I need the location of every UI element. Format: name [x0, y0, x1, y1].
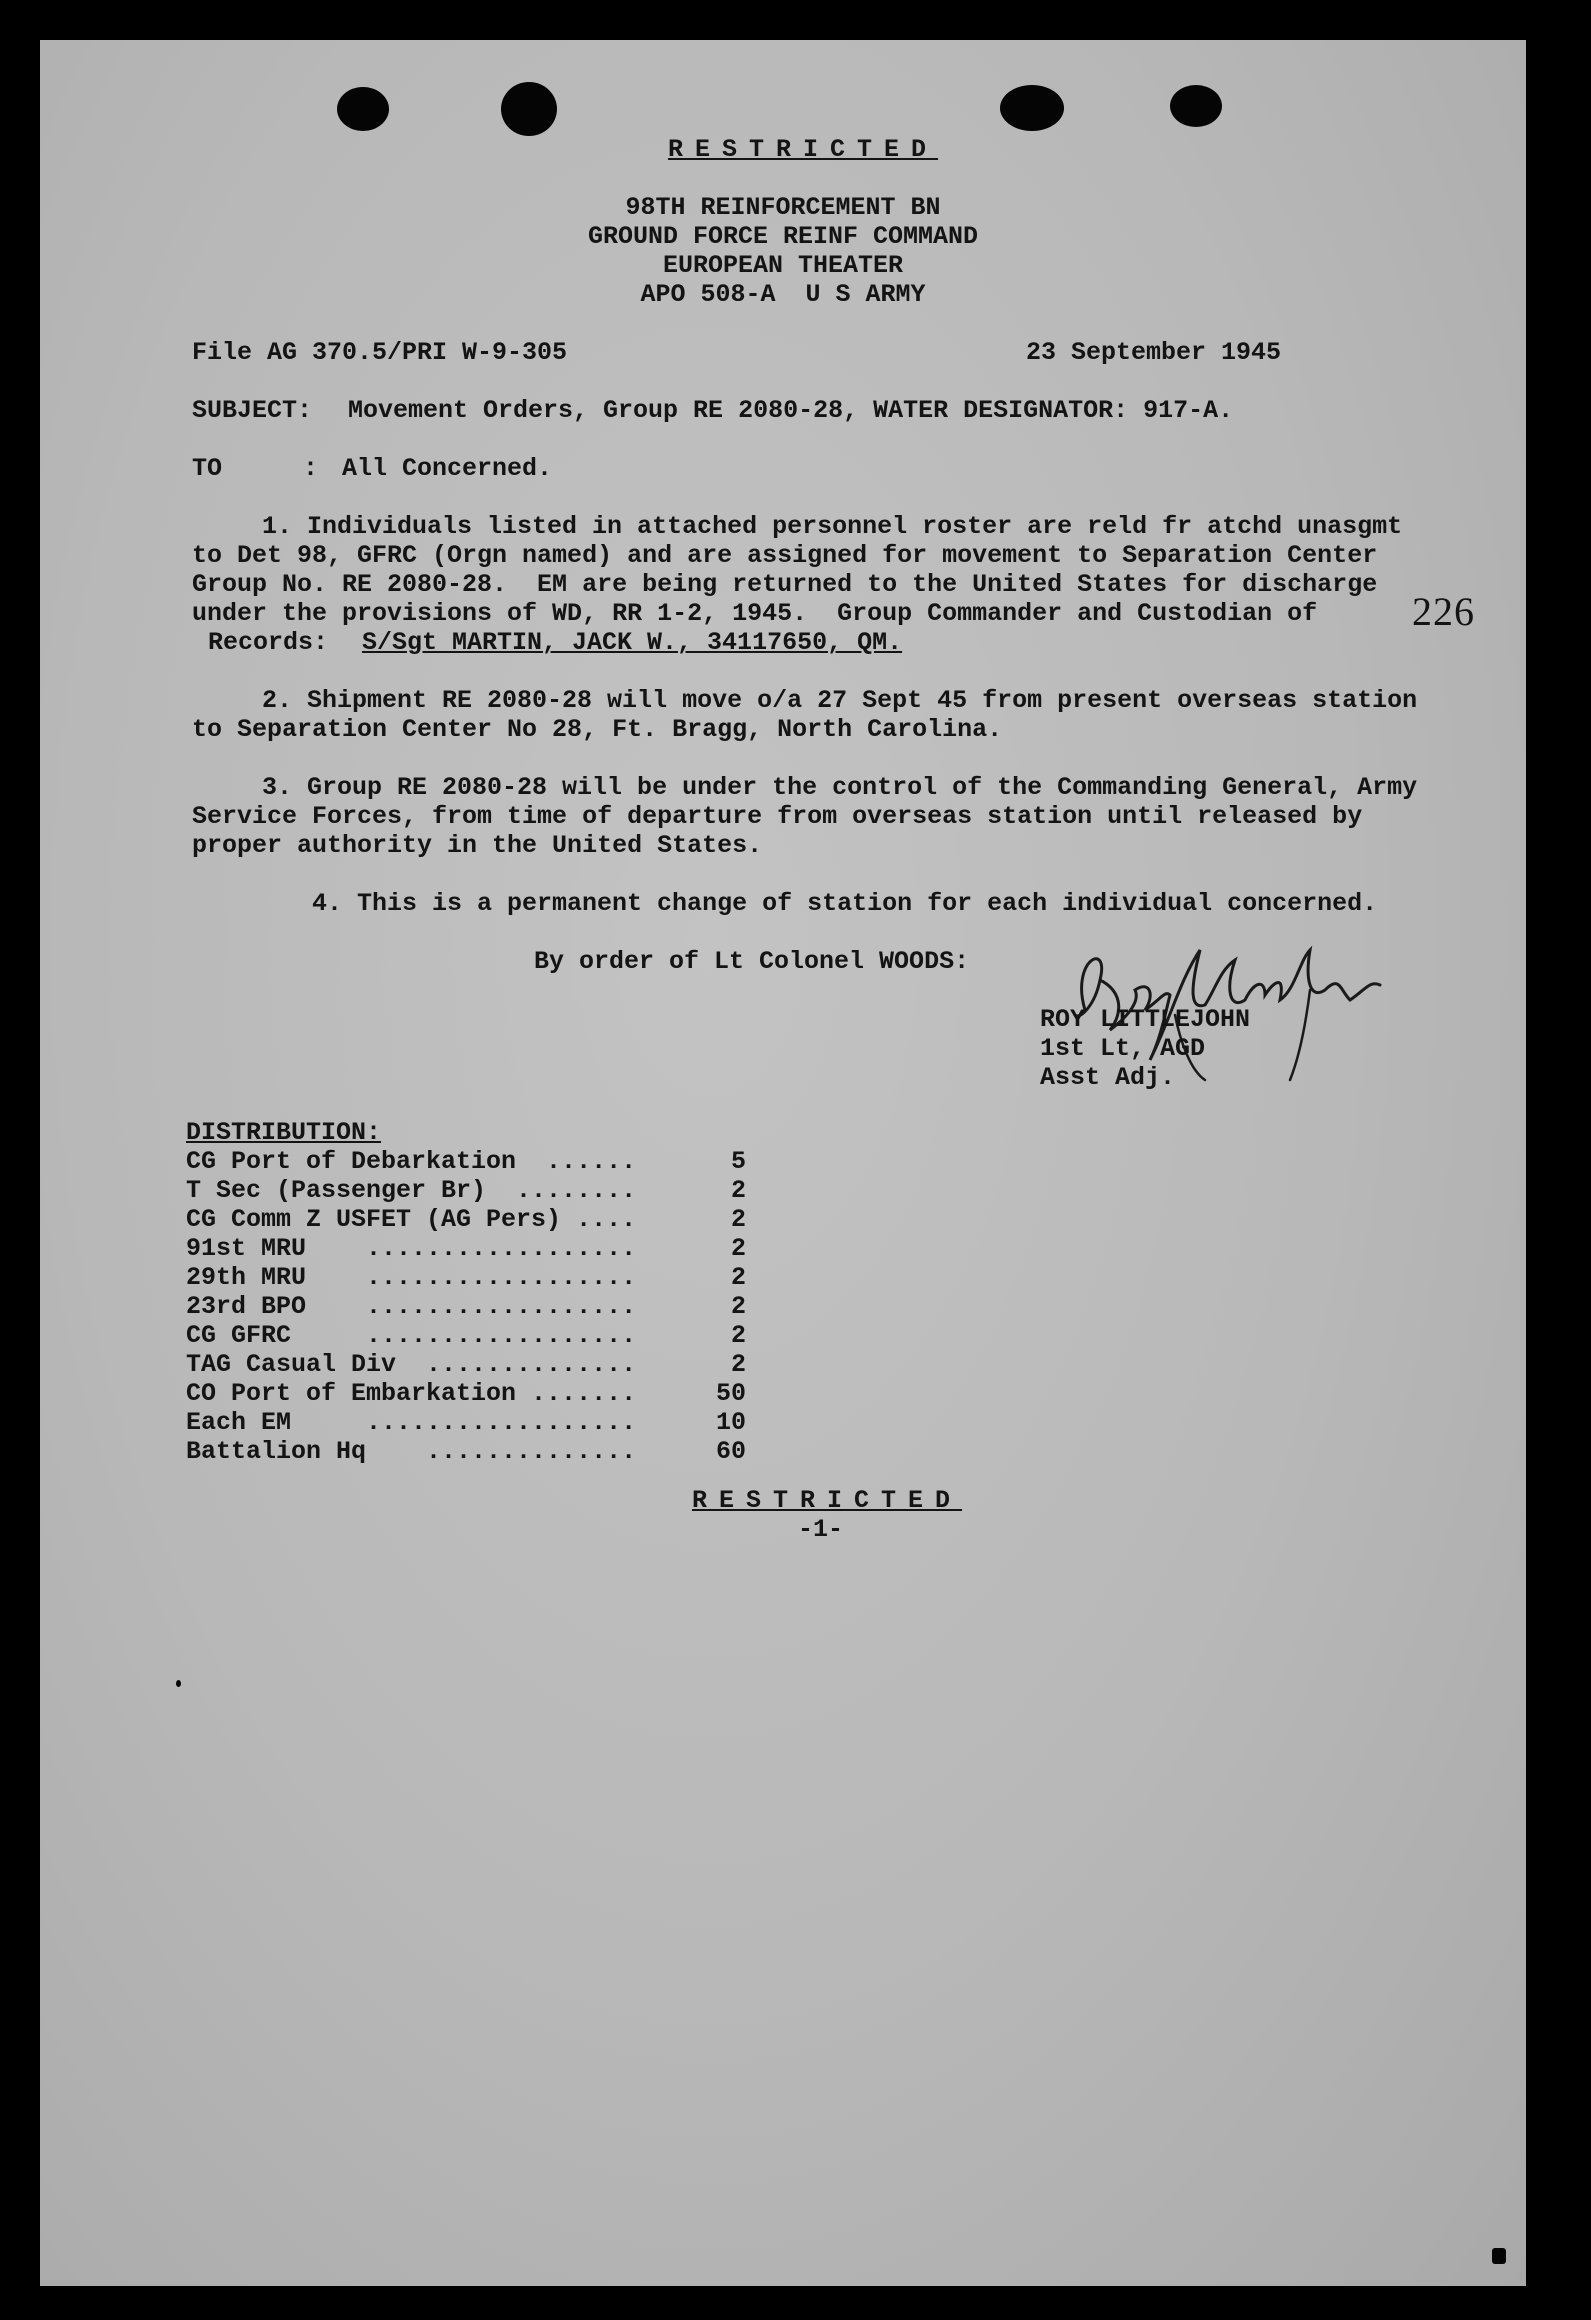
distribution-quantity: 2 [730, 1176, 746, 1205]
distribution-row [186, 1379, 746, 1408]
distribution-quantity: 2 [730, 1205, 746, 1234]
to-label: TO [192, 454, 223, 483]
distribution-row [186, 1147, 746, 1176]
unit-name: 98TH REINFORCEMENT BN [625, 193, 941, 222]
distribution-recipient: 23rd BPO .................. [186, 1292, 637, 1321]
classification-bottom: RESTRICTED [692, 1486, 963, 1515]
distribution-row [186, 1205, 746, 1234]
distribution-quantity: 10 [715, 1408, 746, 1437]
page-number: -1- [798, 1515, 844, 1544]
para1-line2: to Det 98, GFRC (Orgn named) and are assigned for movement to Separation Center [192, 541, 1378, 570]
distribution-recipient: CG Port of Debarkation ...... [186, 1147, 637, 1176]
distribution-recipient: CG GFRC .................. [186, 1321, 637, 1350]
distribution-row [186, 1292, 746, 1321]
distribution-quantity: 2 [730, 1350, 746, 1379]
punch-hole-4 [1170, 85, 1222, 127]
para2-line1: 2. Shipment RE 2080-28 will move o/a 27 Sept 45 from present overseas station [262, 686, 1418, 715]
distribution-recipient: CO Port of Embarkation ....... [186, 1379, 637, 1408]
punch-hole-1 [337, 87, 389, 131]
para1-line1: 1. Individuals listed in attached personnel roster are reld fr atchd unasgmt [262, 512, 1403, 541]
records-label: Records: [208, 628, 329, 657]
punch-hole-2 [501, 82, 557, 136]
distribution-recipient: T Sec (Passenger Br) ........ [186, 1176, 637, 1205]
distribution-recipient: 29th MRU .................. [186, 1263, 637, 1292]
speck [1492, 2248, 1506, 2264]
distribution-recipient: Each EM .................. [186, 1408, 637, 1437]
file-reference: File AG 370.5/PRI W-9-305 [192, 338, 568, 367]
to-colon: : [303, 454, 319, 483]
para1-line4: under the provisions of WD, RR 1-2, 1945. Group Commander and Custodian of [192, 599, 1318, 628]
distribution-row [186, 1437, 746, 1466]
distribution-row [186, 1321, 746, 1350]
para4-line1: 4. This is a permanent change of station for each individual concerned. [312, 889, 1378, 918]
subject-label: SUBJECT: [192, 396, 313, 425]
distribution-recipient: CG Comm Z USFET (AG Pers) .... [186, 1205, 637, 1234]
signer-title: Asst Adj. [1040, 1063, 1176, 1092]
command-name: GROUND FORCE REINF COMMAND [587, 222, 979, 251]
by-order-line: By order of Lt Colonel WOODS: [534, 947, 970, 976]
para1-line3: Group No. RE 2080-28. EM are being returned to the United States for discharge [192, 570, 1378, 599]
distribution-recipient: 91st MRU .................. [186, 1234, 637, 1263]
distribution-quantity: 2 [730, 1321, 746, 1350]
document-page [40, 40, 1526, 2286]
distribution-quantity: 50 [715, 1379, 746, 1408]
to-text: All Concerned. [342, 454, 553, 483]
distribution-row [186, 1176, 746, 1205]
distribution-recipient: TAG Casual Div .............. [186, 1350, 637, 1379]
signer-rank: 1st Lt, AGD [1040, 1034, 1206, 1063]
document-date: 23 September 1945 [1026, 338, 1282, 367]
distribution-quantity: 5 [730, 1147, 746, 1176]
theater-name: EUROPEAN THEATER [662, 251, 904, 280]
distribution-quantity: 60 [715, 1437, 746, 1466]
speck [176, 1680, 181, 1687]
distribution-row [186, 1263, 746, 1292]
para2-line2: to Separation Center No 28, Ft. Bragg, North Carolina. [192, 715, 1003, 744]
signer-name: ROY LITTLEJOHN [1040, 1005, 1251, 1034]
para3-line3: proper authority in the United States. [192, 831, 763, 860]
apo-address: APO 508-A U S ARMY [640, 280, 926, 309]
distribution-quantity: 2 [730, 1263, 746, 1292]
para3-line2: Service Forces, from time of departure from overseas station until released by [192, 802, 1363, 831]
distribution-recipient: Battalion Hq .............. [186, 1437, 637, 1466]
distribution-row [186, 1350, 746, 1379]
distribution-heading: DISTRIBUTION: [186, 1118, 382, 1147]
distribution-quantity: 2 [730, 1234, 746, 1263]
distribution-row [186, 1408, 746, 1437]
distribution-row [186, 1234, 746, 1263]
para3-line1: 3. Group RE 2080-28 will be under the control of the Commanding General, Army [262, 773, 1418, 802]
classification-top: RESTRICTED [668, 135, 939, 164]
punch-hole-3 [1000, 85, 1064, 131]
margin-number: 226 [1412, 589, 1475, 634]
records-custodian: S/Sgt MARTIN, JACK W., 34117650, QM. [362, 628, 903, 657]
subject-text: Movement Orders, Group RE 2080-28, WATER DESIGNATOR: 917-A. [348, 396, 1234, 425]
distribution-quantity: 2 [730, 1292, 746, 1321]
